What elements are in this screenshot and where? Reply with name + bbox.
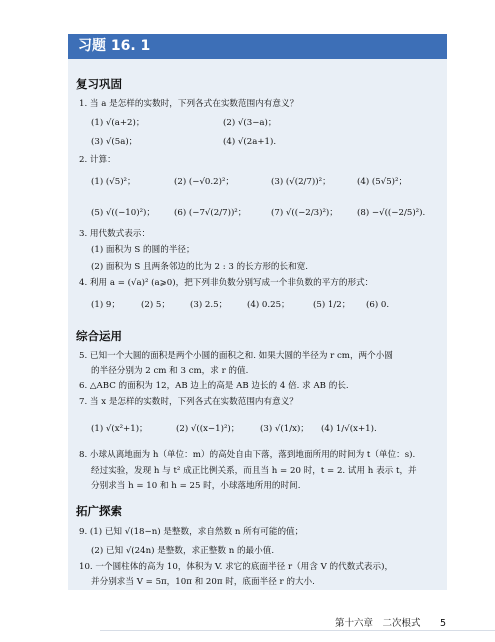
section-exploration: 拓广探索	[76, 504, 122, 518]
q2-item-6: (6) (−7√(2/7))²；	[174, 208, 247, 218]
q2-item-7: (7) √((−2/3)²)；	[271, 208, 338, 218]
q3-item-2: (2) 面积为 S 且两条邻边的比为 2 : 3 的长方形的长和宽.	[91, 262, 309, 272]
q1-item-4: (4) √(2a+1).	[223, 137, 277, 147]
q4-item-6: (6) 0.	[366, 300, 390, 310]
q2-item-1: (1) (√5)²；	[91, 177, 136, 187]
question-8-line-1: 8. 小球从离地面为 h（单位：m）的高处自由下落，落到地面所用的时间为 t（单位：s).	[79, 450, 416, 460]
question-9-line-2: (2) 已知 √(24n) 是整数，求正整数 n 的最小值.	[91, 546, 275, 556]
question-6: 6. △ABC 的面积为 12，AB 边上的高是 AB 边长的 4 倍. 求 AB 的长.	[79, 381, 349, 391]
q3-item-1: (1) 面积为 S 的圆的半径；	[91, 245, 195, 255]
question-4: 4. 利用 a = (√a)² (a⩾0)，把下列非负数分别写成一个非负数的平方的形式：	[79, 278, 374, 288]
question-7: 7. 当 x 是怎样的实数时，下列各式在实数范围内有意义？	[79, 397, 298, 407]
chapter-label: 第十六章 二次根式	[335, 618, 421, 629]
q4-item-1: (1) 9；	[91, 300, 120, 310]
q7-item-2: (2) √((x−1)²)；	[176, 424, 240, 434]
question-2: 2. 计算：	[79, 155, 116, 165]
page-number: 5	[440, 618, 447, 629]
q2-item-2: (2) (−√0.2)²；	[174, 177, 234, 187]
q2-item-8: (8) −√((−2/5)²).	[357, 208, 426, 218]
q7-item-3: (3) √(1/x)；	[260, 424, 309, 434]
question-10-line-1: 10. 一个圆柱体的高为 10，体积为 V. 求它的底面半径 r（用含 V 的代数式表示)，	[79, 562, 394, 572]
question-1: 1. 当 a 是怎样的实数时，下列各式在实数范围内有意义？	[79, 99, 299, 109]
q1-item-2: (2) √(3−a)；	[223, 118, 277, 128]
q4-item-3: (3) 2.5；	[190, 300, 228, 310]
q4-item-2: (2) 5；	[141, 300, 170, 310]
question-9-line-1: 9. (1) 已知 √(18−n) 是整数，求自然数 n 所有可能的值；	[79, 527, 304, 537]
section-application: 综合运用	[76, 329, 122, 343]
q1-item-1: (1) √(a+2)；	[91, 118, 145, 128]
exercise-title: 习题 16. 1	[78, 38, 151, 54]
question-5-line-2: 的半径分别为 2 cm 和 3 cm，求 r 的值.	[91, 366, 249, 376]
question-5-line-1: 5. 已知一个大圆的面积是两个小圆的面积之和. 如果大圆的半径为 r cm，两个小圆	[79, 351, 393, 361]
q1-item-3: (3) √(5a)；	[91, 137, 138, 147]
q2-item-3: (3) (√(2/7))²；	[271, 177, 331, 187]
q7-item-4: (4) 1/√(x+1).	[321, 424, 377, 434]
q2-item-4: (4) (5√5)²；	[357, 177, 408, 187]
q7-item-1: (1) √(x²+1)；	[91, 424, 148, 434]
question-8-line-2: 经过实验，发现 h 与 t² 成正比例关系，而且当 h = 20 时，t = 2. 试用 h 表示 t，并	[91, 466, 417, 476]
question-8-line-3: 分别求当 h = 10 和 h = 25 时，小球落地所用的时间.	[91, 481, 301, 491]
question-3: 3. 用代数式表示：	[79, 229, 151, 239]
q4-item-5: (5) 1/2；	[313, 300, 351, 310]
question-10-line-2: 并分别求当 V = 5π，10π 和 20π 时，底面半径 r 的大小.	[91, 577, 315, 587]
q2-item-5: (5) √((−10)²)；	[91, 208, 155, 218]
section-review: 复习巩固	[76, 77, 122, 91]
footer-divider	[100, 630, 495, 631]
q4-item-4: (4) 0.25；	[247, 300, 290, 310]
